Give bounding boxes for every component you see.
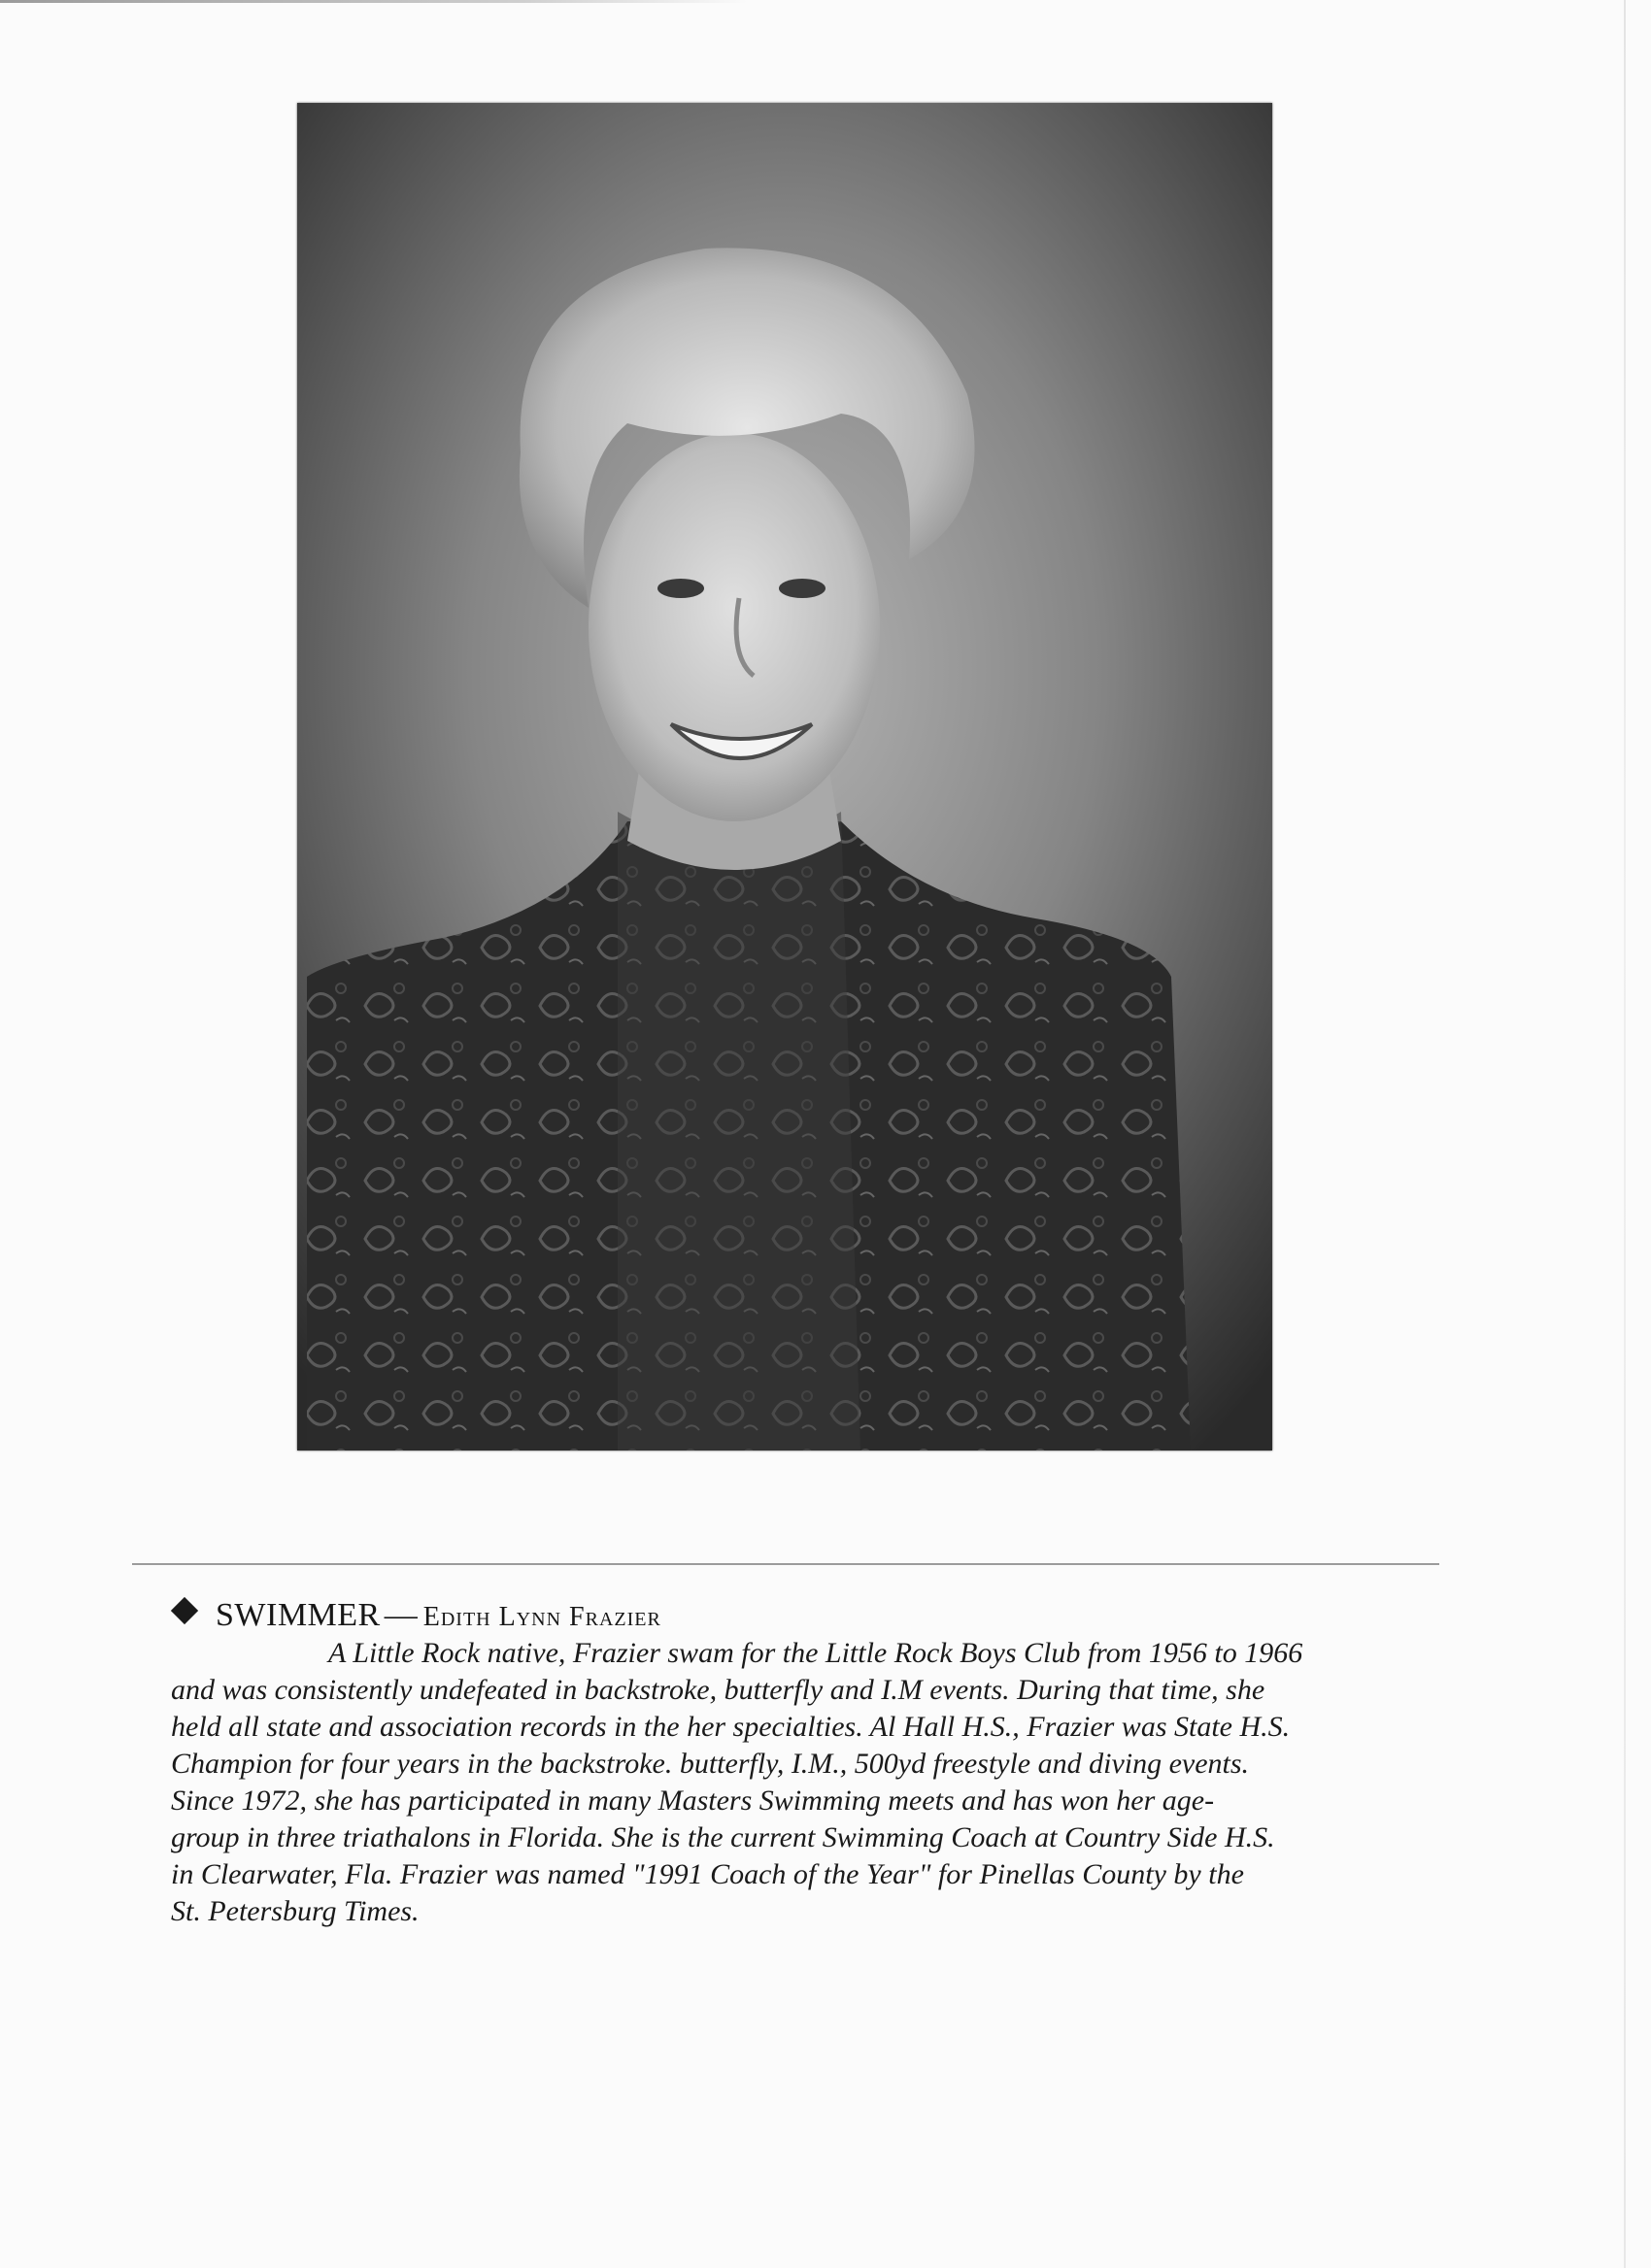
section-divider xyxy=(132,1563,1439,1565)
bio-line: and was consistently undefeated in backstroke, butterfly and I.M events. During that time, she xyxy=(171,1674,1265,1706)
scan-edge-right xyxy=(1624,0,1626,2268)
bio-line: Champion for four years in the backstroke. butterfly, I.M., 500yd freestyle and diving events. xyxy=(171,1748,1250,1780)
bio-line: Since 1972, she has participated in many Masters Swimming meets and has won her age- xyxy=(171,1784,1215,1817)
inductee-name: Edith Lynn Frazier xyxy=(422,1602,661,1632)
entry-category: SWIMMER xyxy=(216,1597,381,1633)
bio-line: in Clearwater, Fla. Frazier was named "1991 Coach of the Year" for Pinellas County by the xyxy=(171,1858,1244,1890)
heading-dash: — xyxy=(384,1597,418,1633)
bio-line: St. Petersburg Times. xyxy=(171,1895,420,1927)
biography-text xyxy=(171,1635,1449,1930)
bio-line: group in three triathalons in Florida. She is the current Swimming Coach at Country Side H.S. xyxy=(171,1821,1275,1853)
portrait-photo xyxy=(297,103,1272,1451)
bio-line: held all state and association records in the her specialties. Al Hall H.S., Frazier was State H.S. xyxy=(171,1711,1291,1743)
diamond-bullet-icon xyxy=(171,1597,198,1624)
scan-edge-top xyxy=(0,0,748,3)
portrait-image xyxy=(297,103,1272,1451)
bio-line: A Little Rock native, Frazier swam for the Little Rock Boys Club from 1956 to 1966 xyxy=(328,1637,1303,1669)
